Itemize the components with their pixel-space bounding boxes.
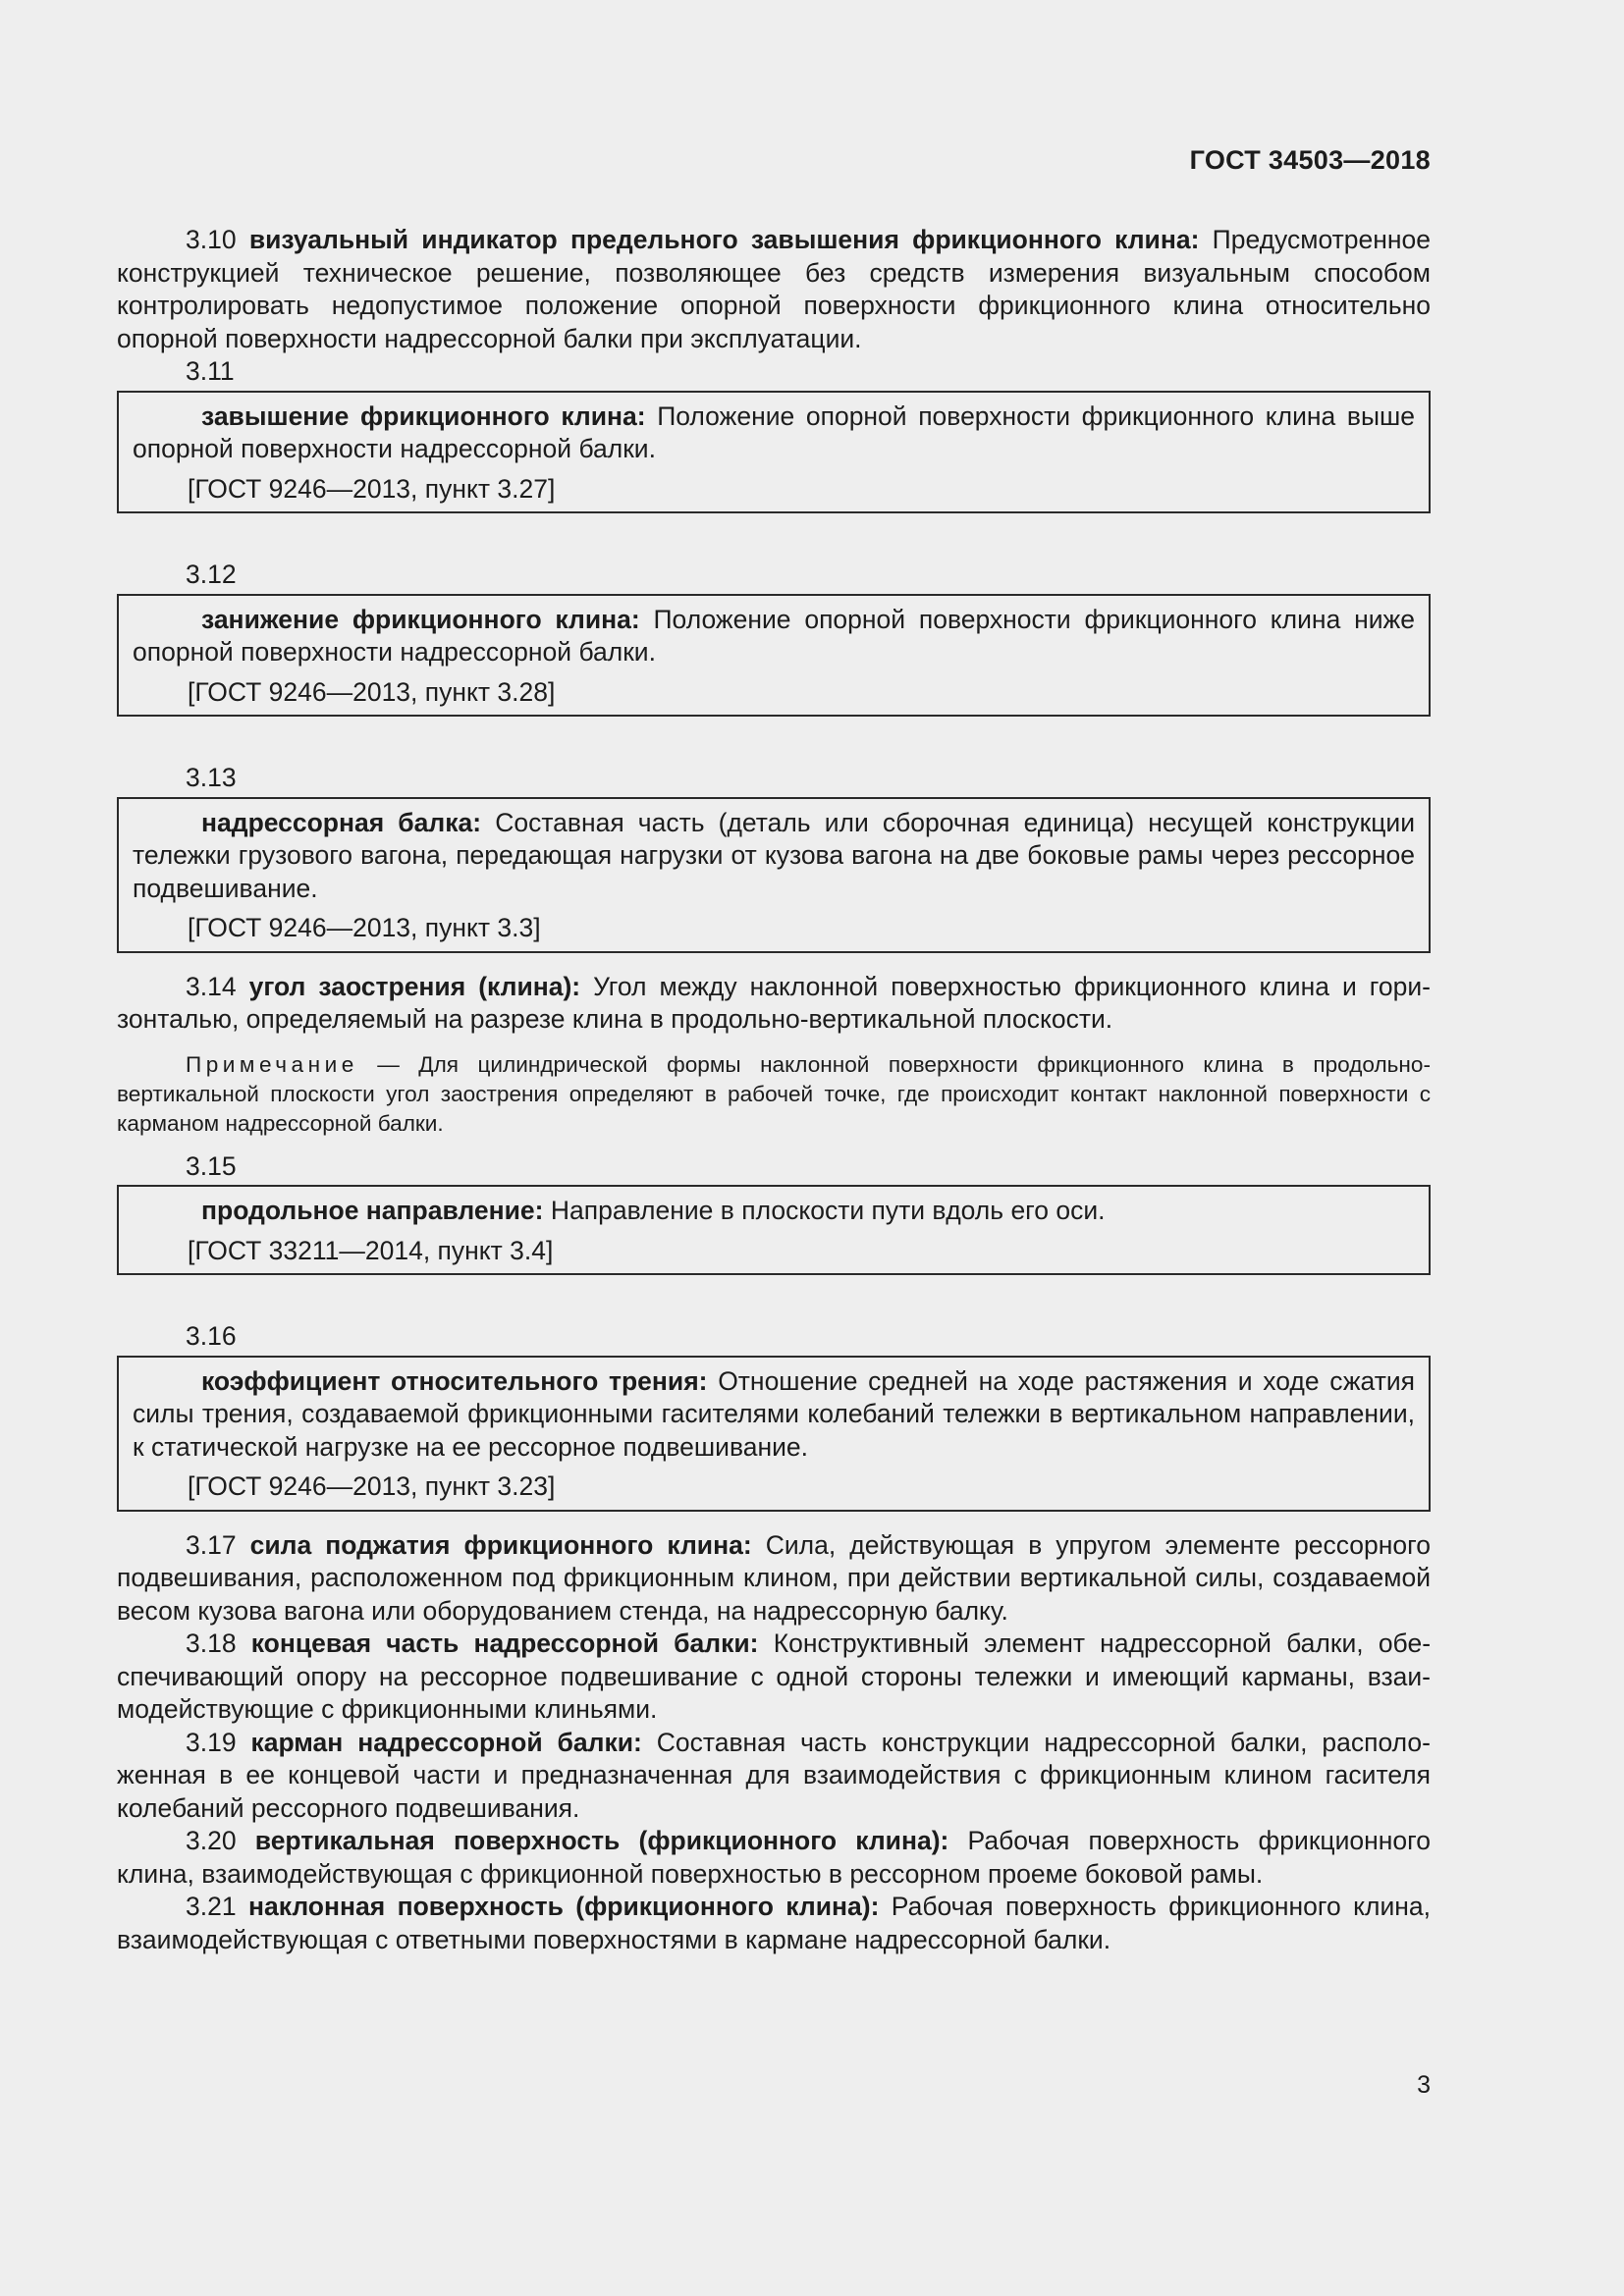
term-number-3-16: 3.16 [186, 1321, 237, 1351]
term-number-3-13: 3.13 [186, 763, 237, 792]
term-definition: Угол между наклонной поверхностью фрикционного клина и горизонталью, определяемый на разрезе клина в продольно-вертикальной плоскости. [117, 971, 1431, 1034]
term-paragraph-3-19 [117, 1727, 1431, 1826]
note-text: — Для цилиндрической формы наклонной поверхности фрикционного клина в продольно-вертикальной плоскости угол заострения определяют в рабочей точке, где происходит контакт наклонной поверхности с карманом надрессорной балки. [117, 1051, 1431, 1136]
page-number: 3 [1417, 2071, 1431, 2099]
term-title: концевая часть надрессорной балки: [250, 1629, 759, 1658]
quoted-term-text [133, 604, 1415, 669]
term-title: наклонная поверхность (фрикционного клина): [247, 1892, 880, 1921]
quoted-term-box-3-15 [117, 1185, 1431, 1275]
term-title: надрессорная балка: [201, 807, 482, 837]
term-title: угол заострения (клина): [248, 971, 581, 1001]
term-title: вертикальная поверхность (фрикционного клина): [254, 1826, 949, 1855]
term-definition: Сила, действующая в упругом элементе рессорного подвешивания, расположенном под фрикционным клином, при действии вертикальной силы, создаваемой весом кузова вагона или оборудованием стенда, на надрессорную балку. [117, 1529, 1431, 1626]
term-definition: Рабочая поверхность фрикционного клина, взаимодействующая с фрикционной поверхностью в рессорном проеме боковой рамы. [117, 1826, 1431, 1889]
terms-section [117, 224, 1431, 1956]
term-number: 3.17 [186, 1529, 237, 1560]
quoted-term-box-3-13 [117, 797, 1431, 953]
term-definition: Конструктивный элемент надрессорной балки, обеспечивающий опору на рессорное подвешивание с одной стороны тележки и имеющий карманы, взаимодействующие с фрикционными клиньями. [117, 1629, 1432, 1724]
quoted-term-text [133, 1195, 1415, 1228]
term-definition: Положение опорной поверхности фрикционного клина ниже опорной поверхности надрессорной балки. [133, 604, 1415, 667]
note-label: Примечание [186, 1051, 358, 1077]
term-source-reference: [ГОСТ 9246—2013, пункт 3.3] [188, 913, 541, 942]
term-number: 3.20 [186, 1826, 237, 1855]
term-number-3-12: 3.12 [186, 560, 237, 589]
term-number: 3.10 [186, 225, 237, 254]
term-definition: Составная часть (деталь или сборочная единица) несущей конструкции тележки грузового вагона, передающая нагрузки от кузова вагона на две боковые рамы через рессорное подвешивание. [133, 807, 1416, 903]
term-number-3-15: 3.15 [186, 1150, 237, 1181]
term-paragraph-3-10 [117, 224, 1431, 355]
quoted-term-text [133, 400, 1415, 466]
term-definition: Направление в плоскости пути вдоль его оси. [550, 1196, 1106, 1225]
term-title: коэффициент относительного трения: [201, 1365, 708, 1396]
term-title: занижение фрикционного клина: [201, 604, 640, 634]
term-title: сила поджатия фрикционного клина: [249, 1529, 752, 1560]
term-definition: Отношение средней на ходе растяжения и ходе сжатия силы трения, создаваемой фрикционными гасителями колебаний тележки в вертикальном направлении, к статической нагрузке на ее рессорное подвешивание. [133, 1365, 1416, 1462]
term-title: визуальный индикатор предельного завышения фрикционного клина: [248, 225, 1200, 254]
quoted-term-box-3-16 [117, 1356, 1431, 1512]
term-number: 3.18 [186, 1629, 237, 1658]
term-source-reference: [ГОСТ 9246—2013, пункт 3.23] [188, 1471, 556, 1501]
term-title: продольное направление: [201, 1196, 544, 1225]
term-source-reference: [ГОСТ 33211—2014, пункт 3.4] [188, 1235, 554, 1265]
quoted-term-box-3-12 [117, 594, 1431, 718]
term-paragraph-3-17 [117, 1529, 1431, 1629]
term-title: карман надрессорной балки: [250, 1727, 642, 1757]
term-number: 3.14 [186, 971, 237, 1001]
term-paragraph-3-18 [117, 1628, 1431, 1727]
term-definition: Положение опорной поверхности фрикционного клина выше опорной поверхности надрессорной балки. [133, 400, 1416, 463]
term-title: завышение фрикционного клина: [201, 400, 646, 431]
standard-code-header: ГОСТ 34503—2018 [1189, 145, 1431, 175]
term-definition: Рабочая поверхность фрикционного клина, взаимодействующая с ответными поверхностями в кармане надрессорной балки. [117, 1892, 1431, 1954]
term-paragraph-3-20 [117, 1825, 1431, 1891]
term-number-3-11: 3.11 [186, 356, 235, 386]
term-paragraph-3-21 [117, 1891, 1431, 1956]
term-definition: Составная часть конструкции надрессорной балки, расположенная в ее концевой части и предназначенная для взаимодействия с фрикционным клином гасителя колебаний рессорного подвешивания. [117, 1727, 1431, 1823]
term-source-reference: [ГОСТ 9246—2013, пункт 3.27] [188, 473, 556, 504]
quoted-term-box-3-11 [117, 391, 1431, 514]
term-source-reference: [ГОСТ 9246—2013, пункт 3.28] [188, 676, 556, 707]
quoted-term-text [133, 1365, 1415, 1465]
term-number: 3.19 [186, 1727, 237, 1757]
term-definition: Предусмотренное конструкцией техническое решение, позволяющее без средств измерения визуальным способом контролировать недопустимое положение опорной поверхности фрикционного клина относительно опорной поверхности надрессорной балки при эксплуатации. [117, 225, 1431, 353]
quoted-term-text [133, 807, 1415, 906]
term-number: 3.21 [186, 1892, 237, 1921]
term-paragraph-3-14 [117, 971, 1431, 1037]
note-3-14 [117, 1050, 1431, 1139]
